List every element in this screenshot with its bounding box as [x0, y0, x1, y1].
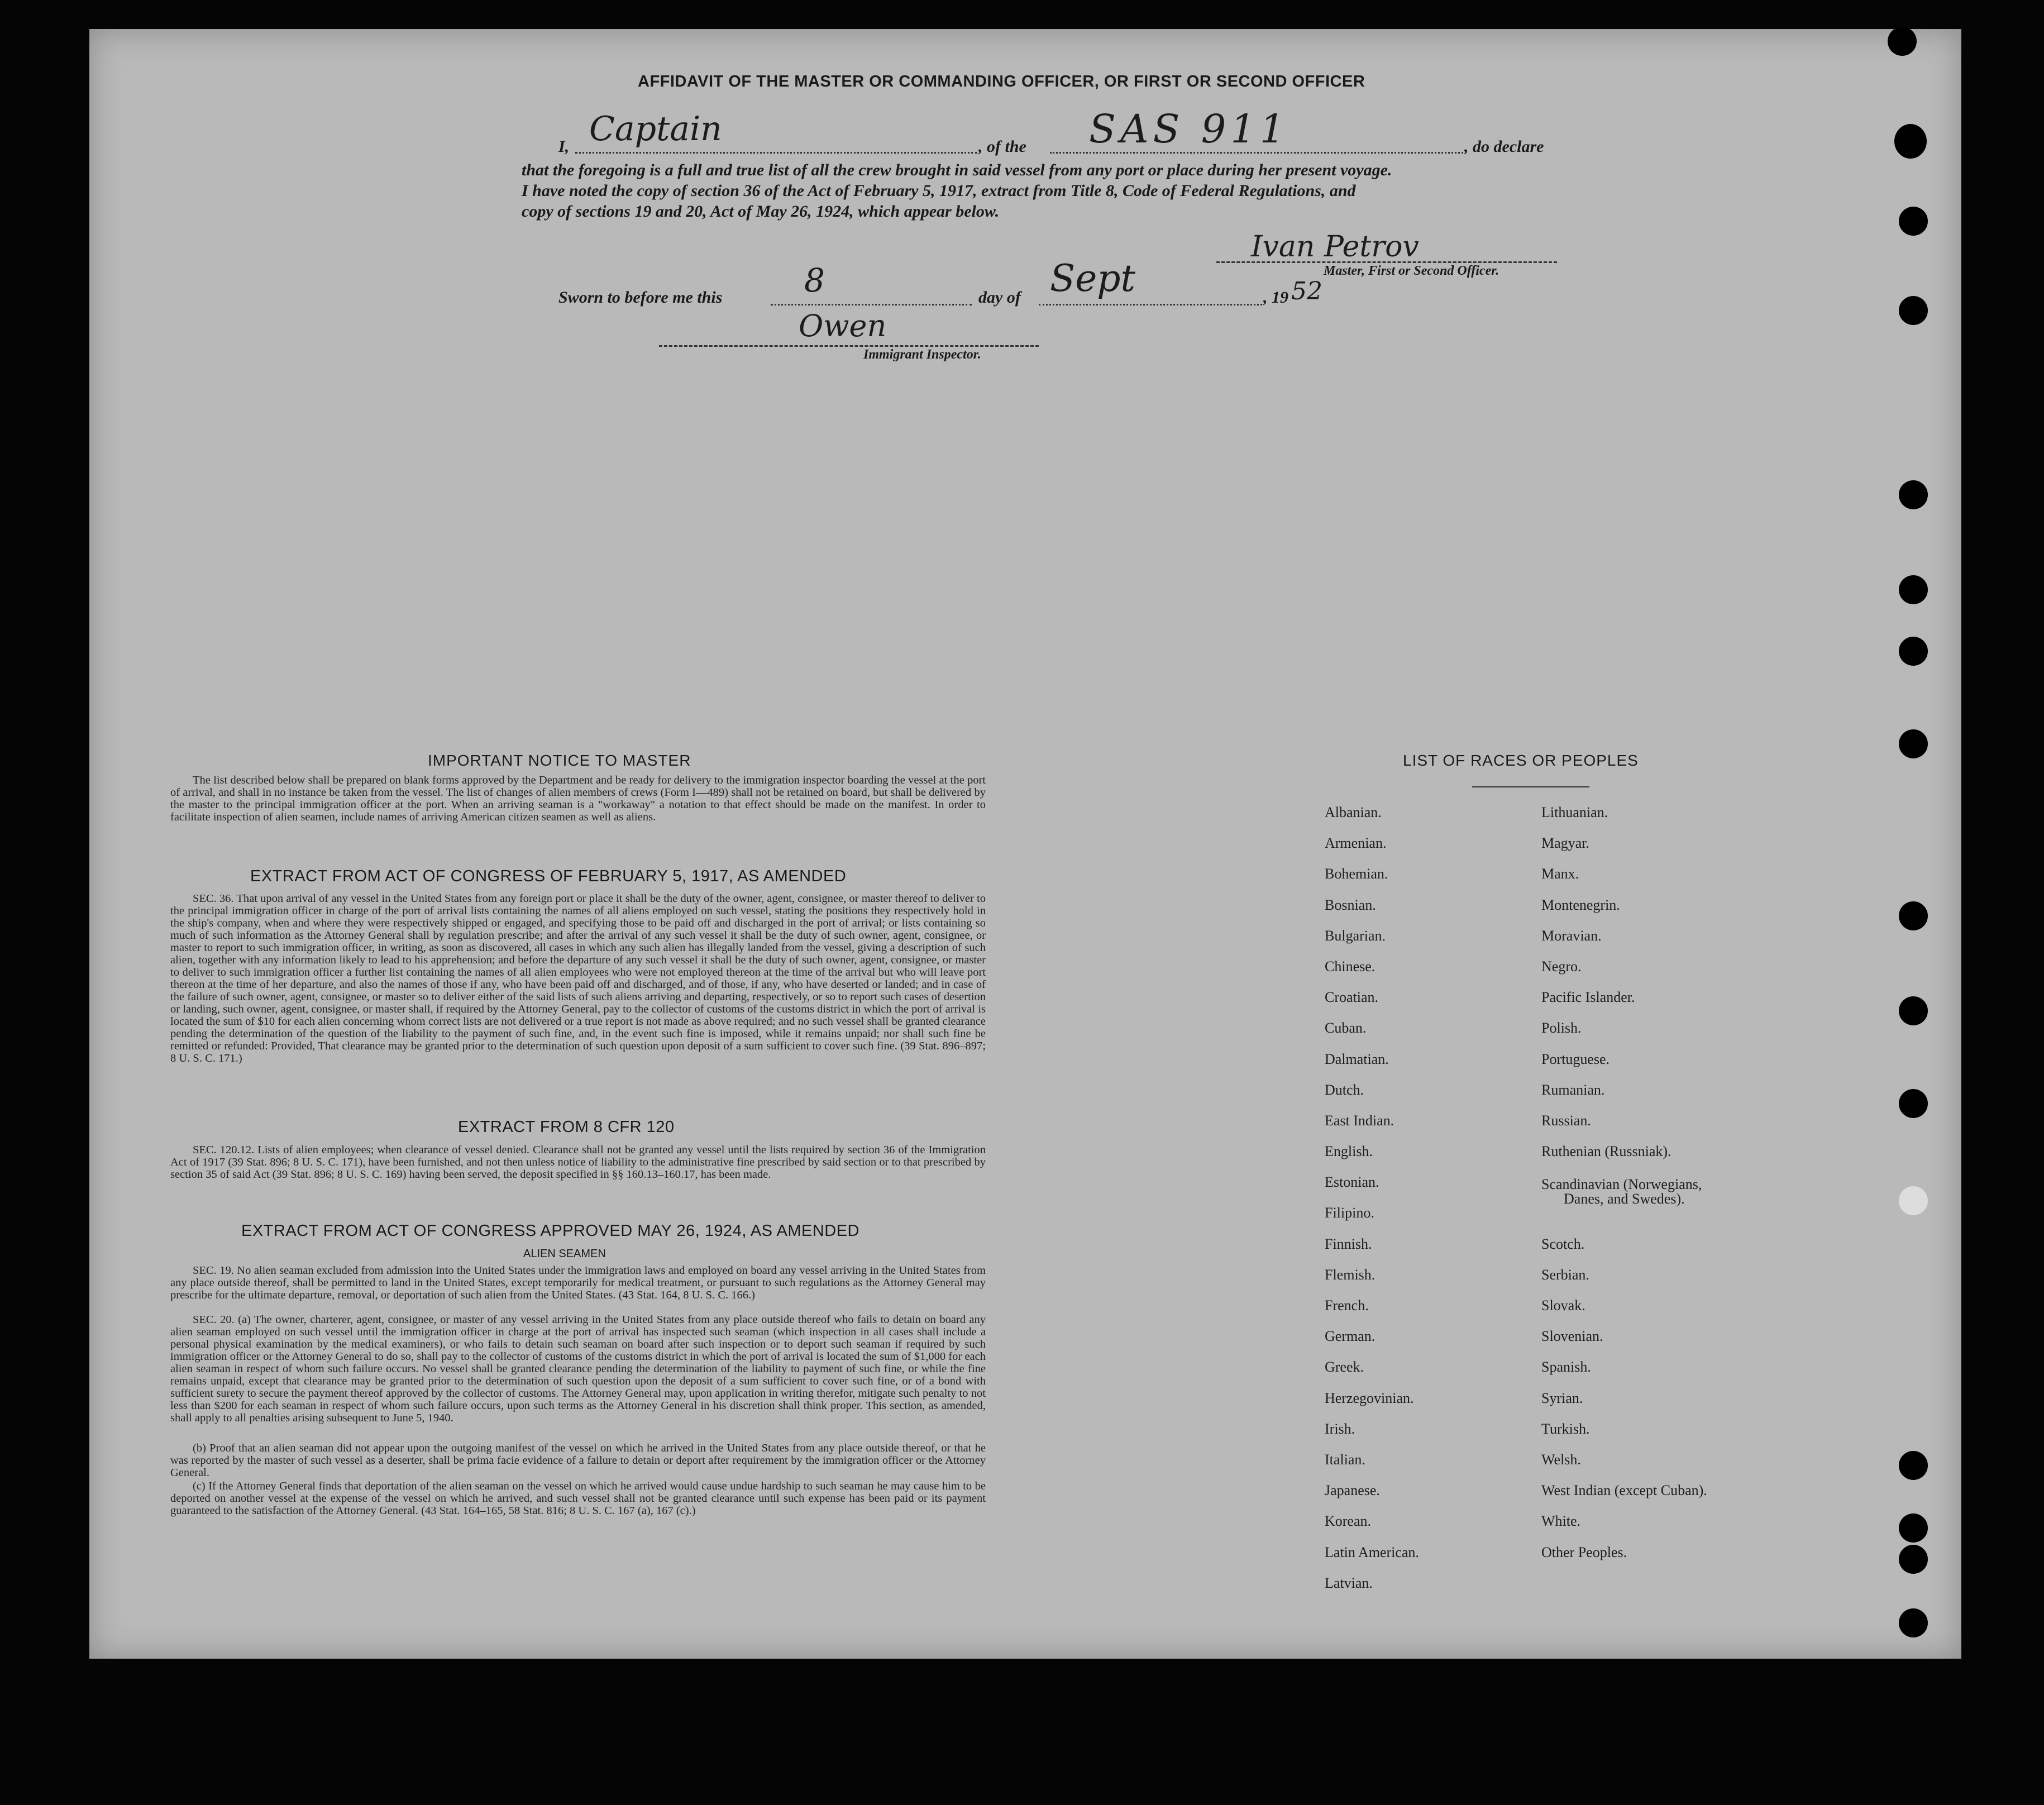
- race-item: Other Peoples.: [1541, 1544, 1627, 1560]
- races-heading: LIST OF RACES OR PEOPLES: [1403, 752, 1639, 769]
- race-item: Filipino.: [1325, 1205, 1374, 1221]
- race-item: Flemish.: [1325, 1266, 1376, 1283]
- race-item: Slovenian.: [1541, 1328, 1603, 1345]
- race-item: Latvian.: [1325, 1574, 1373, 1591]
- race-item: Russian.: [1541, 1112, 1591, 1129]
- master-caption: Master, First or Second Officer.: [1324, 264, 1499, 278]
- inspector-signature-line: [659, 345, 1039, 347]
- sec-20a-text: SEC. 20. (a) The owner, charterer, agent, consignee, or master of any vessel arriving in the United States from any place outside thereof who fails to detain on board any alien seaman employed on such vessel until the immigration officer in charge at the port of arrival has inspected such seaman (which inspection in all cases shall include a personal physical examination by the medical examiners), or who fails to detain such seaman on board after such inspection or to deport such seaman if required by such immigration officer or the Attorney General to do so, shall pay to the collector of customs of the customs district in which the port of arrival is located the sum of $1,000 for each alien seaman in respect of whom such failure occurs. No vessel shall be granted clearance pending the determination of the liability to payment of such fine, or while the fine remains unpaid, except that clearance may be granted prior to the determination of such question upon the deposit of a sum sufficient to cover such fine, or of a bond with sufficient surety to secure the payment thereof approved by the collector of customs. The Attorney General may, upon application in writing therefor, mitigate such penalty to not less than $200 for each seaman in respect of whom such failure occurs, upon such terms as the Attorney General in his discretion shall think proper. This section, as amended, shall apply to all penalties arising subsequent to June 5, 1940.: [170, 1314, 986, 1424]
- race-item: Polish.: [1541, 1020, 1582, 1037]
- of-the-label: , of the: [978, 137, 1026, 156]
- race-item: Magyar.: [1541, 835, 1589, 852]
- race-item: Cuban.: [1325, 1020, 1367, 1037]
- month-handwriting: Sept: [1050, 257, 1136, 300]
- races-heading-rule: [1472, 786, 1589, 787]
- race-item: German.: [1325, 1328, 1376, 1345]
- race-item: Portuguese.: [1541, 1050, 1610, 1067]
- master-signature: Ivan Petrov: [1251, 230, 1419, 264]
- notice-heading: IMPORTANT NOTICE TO MASTER: [428, 752, 691, 769]
- sec-19-text: SEC. 19. No alien seaman excluded from admission into the United States under the immigration laws and employed on board any vessel arriving in the United States from any place outside thereof, shall be permitted to land in the United States, except temporarily for medical treatment, or pursuant to such regulations as the Attorney General may prescribe for the ultimate departure, removal, or deportation of such alien from the United States. (43 Stat. 164, 8 U. S. C. 166.): [170, 1264, 986, 1301]
- sec-20b-text: (b) Proof that an alien seaman did not appear upon the outgoing manifest of the vessel on which he arrived in the United States from any place outside thereof, or that he was reported by the master of such vessel as a deserter, shall be prima facie evidence of a failure to detain or deport after requirement by the immigration officer or the Attorney General.: [170, 1442, 986, 1479]
- race-item: Bulgarian.: [1325, 927, 1386, 944]
- race-item: Japanese.: [1325, 1482, 1380, 1499]
- i-label: I,: [558, 137, 570, 156]
- race-item: East Indian.: [1325, 1112, 1394, 1129]
- race-item: Montenegrin.: [1541, 896, 1620, 913]
- race-item: Korean.: [1325, 1513, 1372, 1530]
- race-item: Bohemian.: [1325, 866, 1388, 882]
- race-item-scandinavian: [1541, 1174, 1707, 1235]
- vessel-handwriting: SAS 911: [1089, 106, 1290, 152]
- race-item: Rumanian.: [1541, 1081, 1605, 1098]
- race-item: Greek.: [1325, 1359, 1364, 1376]
- inspector-signature: Owen: [799, 308, 887, 343]
- races-column-1: [1325, 804, 1419, 1606]
- race-item: Albanian.: [1325, 804, 1382, 820]
- name-handwriting: Captain: [589, 109, 722, 149]
- race-item: Finnish.: [1325, 1235, 1372, 1252]
- affidavit-line-4: copy of sections 19 and 20, Act of May 26, 1924, which appear below.: [522, 202, 1000, 221]
- race-item: Italian.: [1325, 1451, 1365, 1468]
- race-item: Dutch.: [1325, 1081, 1364, 1098]
- race-item: Slovak.: [1541, 1297, 1585, 1314]
- race-item: West Indian (except Cuban).: [1541, 1482, 1707, 1499]
- cfr-heading: EXTRACT FROM 8 CFR 120: [458, 1118, 675, 1136]
- race-item: Moravian.: [1541, 927, 1602, 944]
- cfr-text: SEC. 120.12. Lists of alien employees; when clearance of vessel denied. Clearance shall not be granted any vessel until the lists required by section 36 of the Immigration Act of 1917 (39 Stat. 896; 8 U. S. C. 171), have been furnished, and not then unless notice of liability to the administrative fine prescribed by said section or to that prescribed by section 35 of said Act (39 Stat. 896; 8 U. S. C. 169) having been served, the deposit specified in §§ 160.13–160.17, has been made.: [170, 1144, 986, 1181]
- race-item: Negro.: [1541, 958, 1582, 975]
- race-item: Danes, and Swedes).: [1564, 1191, 1685, 1207]
- vessel-line: [1050, 152, 1463, 154]
- race-item: Manx.: [1541, 866, 1579, 882]
- day-line: [771, 304, 972, 305]
- race-item: Ruthenian (Russniak).: [1541, 1143, 1672, 1160]
- notice-text: The list described below shall be prepared on blank forms approved by the Department and be ready for delivery to the immigration inspector boarding the vessel at the port of arrival, and shall in no instance be taken from the vessel. The list of changes of alien members of crews (Form I—489) shall not be retained on board, but shall be delivered by the master to the principal immigration officer at the port. When an arriving seaman is a "workaway" a notation to that effect should be made on the manifest. In order to facilitate inspection of alien seamen, include names of arriving American citizen seamen as well as aliens.: [170, 774, 986, 823]
- affidavit-heading: AFFIDAVIT OF THE MASTER OR COMMANDING OFFICER, OR FIRST OR SECOND OFFICER: [638, 73, 1365, 90]
- race-item: Latin American.: [1325, 1544, 1419, 1560]
- affidavit-line-3: I have noted the copy of section 36 of the Act of February 5, 1917, extract from Title 8, Code of Federal Regulations, and: [522, 182, 1356, 200]
- year-handwriting: 52: [1291, 277, 1322, 305]
- race-item: Armenian.: [1325, 835, 1387, 852]
- race-item: White.: [1541, 1513, 1581, 1530]
- race-item: Serbian.: [1541, 1266, 1589, 1283]
- race-item: Lithuanian.: [1541, 804, 1608, 820]
- race-item: Bosnian.: [1325, 896, 1376, 913]
- sec-20c-text: (c) If the Attorney General finds that deportation of the alien seaman on the vessel on which he arrived would cause undue hardship to such seaman he may cause him to be deported on another vessel at the expense of the vessel on which he arrived, and such vessel shall not be granted clearance until such expense has been paid or its payment guaranteed to the satisfaction of the Attorney General. (43 Stat. 164–165, 58 Stat. 816; 8 U. S. C. 167 (a), 167 (c).): [170, 1480, 986, 1517]
- extract-1924-heading: EXTRACT FROM ACT OF CONGRESS APPROVED MAY 26, 1924, AS AMENDED: [241, 1222, 859, 1240]
- inspector-caption: Immigrant Inspector.: [863, 347, 981, 362]
- affidavit-line-2: that the foregoing is a full and true list of all the crew brought in said vessel from any port or place during her present voyage.: [522, 161, 1392, 179]
- declare-label: , do declare: [1464, 137, 1544, 156]
- race-item: Pacific Islander.: [1541, 989, 1635, 1006]
- race-item: Estonian.: [1325, 1174, 1379, 1191]
- race-item: Welsh.: [1541, 1451, 1581, 1468]
- sworn-label: Sworn to before me this: [558, 288, 723, 307]
- race-item: Syrian.: [1541, 1389, 1583, 1406]
- alien-seamen-subheading: ALIEN SEAMEN: [523, 1248, 606, 1260]
- month-line: [1039, 304, 1262, 305]
- race-item: Spanish.: [1541, 1359, 1591, 1376]
- extract-1917-heading: EXTRACT FROM ACT OF CONGRESS OF FEBRUARY 5, 1917, AS AMENDED: [250, 867, 847, 885]
- races-column-2: [1541, 804, 1707, 1575]
- race-item: Croatian.: [1325, 989, 1379, 1006]
- race-item: Scotch.: [1541, 1235, 1585, 1252]
- race-item: Irish.: [1325, 1420, 1355, 1437]
- race-item: Chinese.: [1325, 958, 1376, 975]
- race-item: French.: [1325, 1297, 1369, 1314]
- extract-1917-text: SEC. 36. That upon arrival of any vessel in the United States from any foreign port or place it shall be the duty of the owner, agent, consignee, or master thereof to deliver to the principal immigration officer in charge of the port of arrival lists containing the names of all aliens employed on such vessel, stating the positions they respectively hold in the ship's company, when and where they were respectively shipped or engaged, and specifying those to be paid off and discharged in the port of arrival; or lists containing so much of such information as the Attorney General shall by regulation prescribe; and after the arrival of any such vessel it shall be the duty of such owner, agent, consignee, or master to report to such immigration officer, in writing, as soon as discovered, all cases in which any such alien has illegally landed from the vessel, giving a description of such alien, together with any information likely to lead to his apprehension; and before the departure of any such vessel it shall be the duty of such owner, agent, consignee, or master to deliver to such immigration officer a further list containing the names of all alien employees who were not employed thereon at the time of the arrival but who will leave port thereon at the time of her departure, and also the names of those if any, who have been paid off and discharged, and of those, if any, who have deserted or landed; and in case of the failure of such owner, agent, consignee, or master so to deliver either of the said lists of such aliens arriving and departing, respectively, or so to report such cases of desertion or landing, such owner, agent, consignee, or master shall, if required by the Attorney General, pay to the collector of customs of the customs district in which the port of arrival is located the sum of $10 for each alien concerning whom correct lists are not delivered or a true report is not made as above required; and no such vessel shall be granted clearance pending the determination of the question of the liability to the payment of such fine, and, in the event such fine is imposed, while it remains unpaid; nor shall such fine be remitted or refunded: Provided, That clearance may be granted prior to the determination of such question upon deposit of a sum sufficient to cover such fine. (39 Stat. 896–897; 8 U. S. C. 171.): [170, 892, 986, 1064]
- race-item: Herzegovinian.: [1325, 1389, 1414, 1406]
- day-of-label: day of: [978, 288, 1021, 307]
- master-signature-line: [1216, 261, 1557, 263]
- day-handwriting: 8: [804, 261, 825, 299]
- race-item: Turkish.: [1541, 1420, 1590, 1437]
- race-item: English.: [1325, 1143, 1373, 1160]
- race-item: Scandinavian (Norwegians,: [1541, 1176, 1702, 1193]
- year-prefix: , 19: [1263, 288, 1288, 307]
- race-item: Dalmatian.: [1325, 1050, 1389, 1067]
- name-line: [575, 152, 977, 154]
